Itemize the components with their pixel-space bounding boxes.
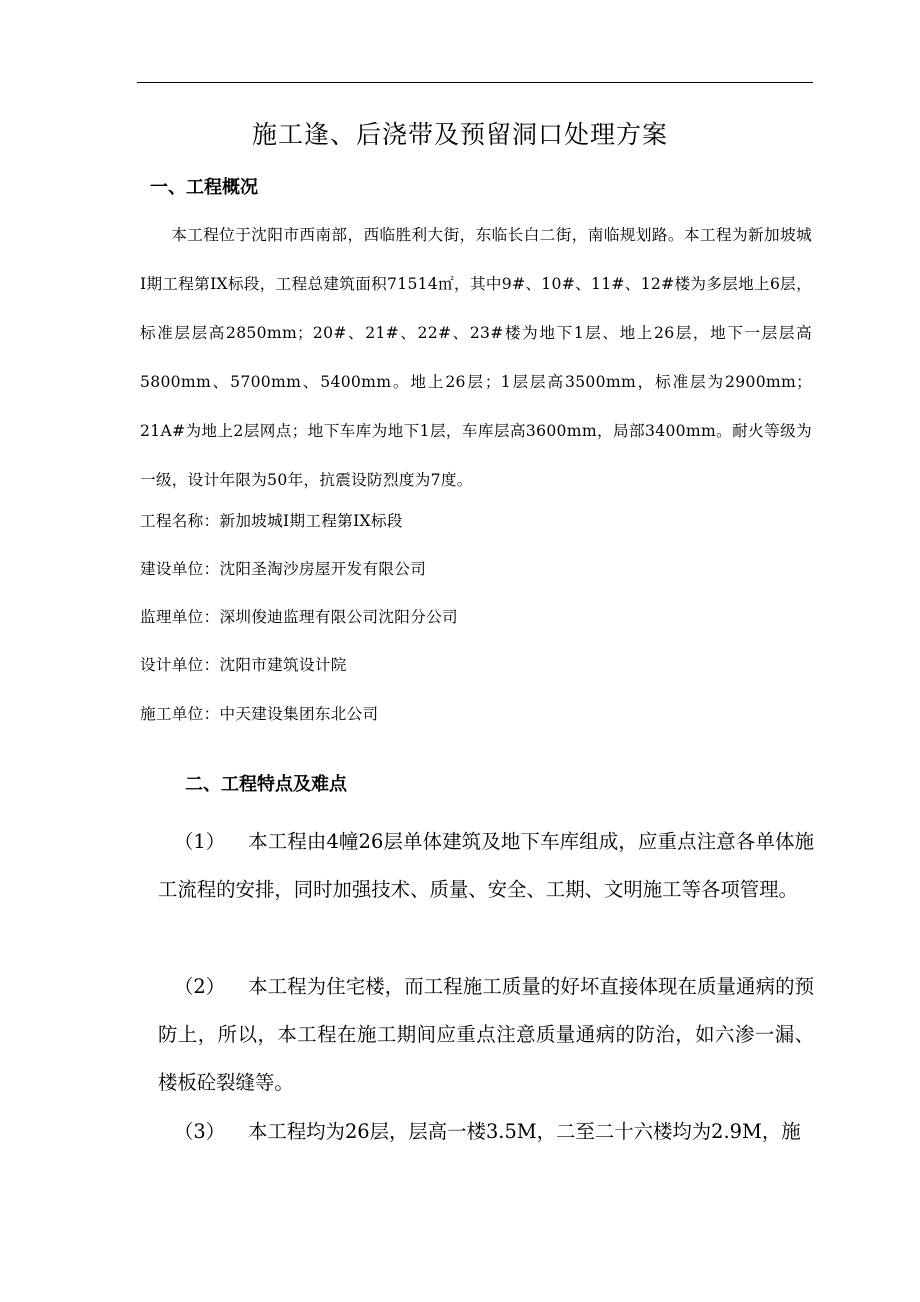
header-rule <box>137 82 813 83</box>
section1-heading: 一、工程概况 <box>150 177 258 198</box>
list-item <box>158 1108 814 1156</box>
list-item-text: 本工程为住宅楼，而工程施工质量的好坏直接体现在质量通病的预防上，所以，本工程在施工期间应重点注意质量通病的防治，如六渗一漏、楼板砼裂缝等。 <box>158 975 814 1094</box>
list-item <box>158 818 814 914</box>
section2-heading: 二、工程特点及难点 <box>185 774 347 795</box>
info-owner: 建设单位：沈阳圣淘沙房屋开发有限公司 <box>140 560 427 578</box>
section1-paragraph: 本工程位于沈阳市西南部，西临胜利大街，东临长白二街，南临规划路。本工程为新加坡城Ⅰ期工程第IX标段，工程总建筑面积71514㎡，其中9#、10#、11#、12#楼为多层地上6层，标准层层高2850mm；20#、21#、22#、23#楼为地下1层、地上26层，地下一层层高5800mm、5700mm、5400mm。地上26层；1层层高3500mm，标准层为2900mm；21A#为地上2层网点；地下车库为地下1层，车库层高3600mm，局部3400mm。耐火等级为一级，设计年限为50年，抗震设防烈度为7度。 <box>140 226 812 489</box>
info-supervisor: 监理单位：深圳俊迪监理有限公司沈阳分公司 <box>140 608 458 626</box>
list-item-text: 本工程均为26层，层高一楼3.5M，二至二十六楼均为2.9M，施 <box>248 1120 801 1143</box>
list-item-number: （2） <box>174 975 226 998</box>
list-item-text: 本工程由4幢26层单体建筑及地下车库组成，应重点注意各单体施工流程的安排，同时加强技术、质量、安全、工期、文明施工等各项管理。 <box>158 830 814 901</box>
info-designer: 设计单位：沈阳市建筑设计院 <box>140 656 347 674</box>
info-contractor: 施工单位：中天建设集团东北公司 <box>140 705 379 723</box>
document-title: 施工逢、后浇带及预留洞口处理方案 <box>251 120 668 149</box>
info-project-name: 工程名称：新加坡城Ⅰ期工程第IX标段 <box>140 512 403 530</box>
list-item-number: （3） <box>174 1120 226 1143</box>
list-item <box>158 963 814 1107</box>
list-item-number: （1） <box>174 830 226 853</box>
